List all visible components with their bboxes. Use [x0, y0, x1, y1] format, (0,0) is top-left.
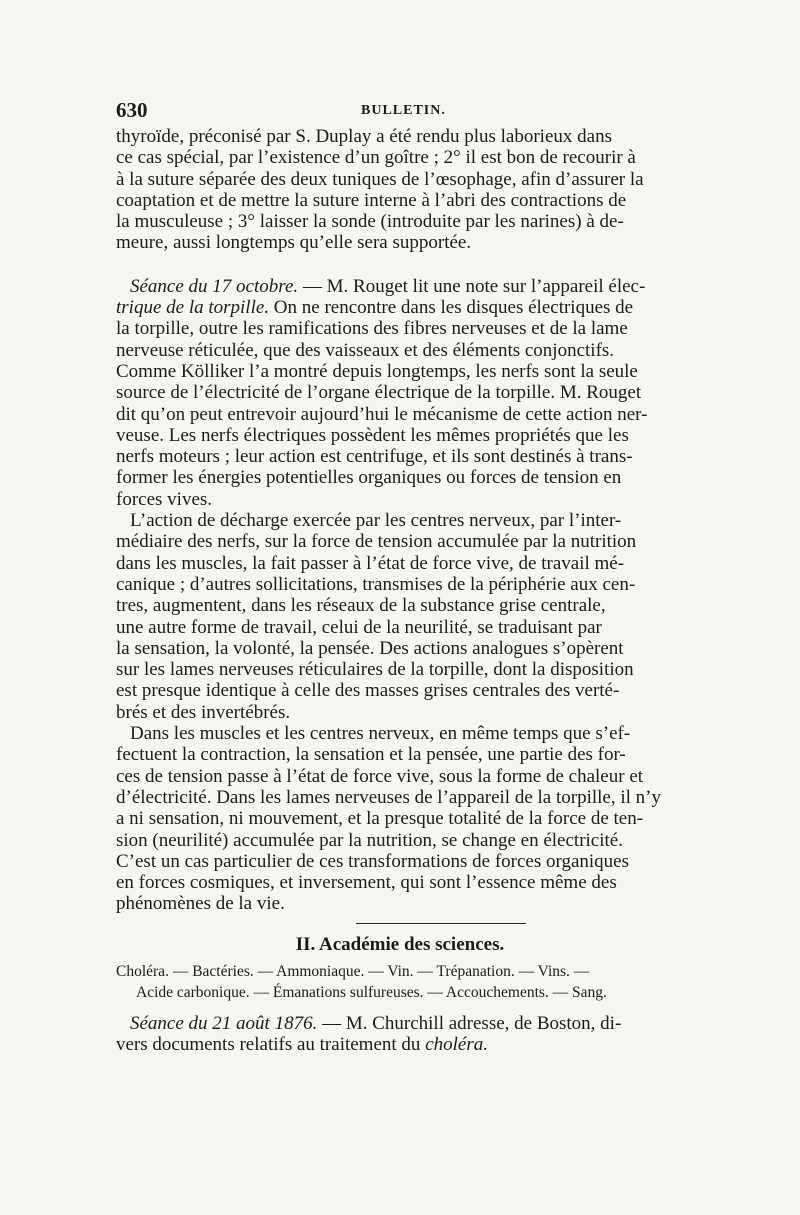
text-line: la musculeuse ; 3° laisser la sonde (introduite par les narines) à de- [116, 211, 624, 233]
text-line: fectuent la contraction, la sensation et la pensée, une partie des for- [116, 744, 626, 766]
text-line: tres, augmentent, dans les réseaux de la substance grise centrale, [116, 595, 606, 617]
paragraph-rouget [116, 276, 684, 510]
text-line [116, 1034, 684, 1055]
text-line: meure, aussi longtemps qu’elle sera supportée. [116, 232, 472, 254]
text-line: source de l’électricité de l’organe électrique de la torpille. M. Rouget [116, 382, 642, 404]
text-line: thyroïde, préconisé par S. Duplay a été rendu plus laborieux dans [116, 126, 612, 147]
disease-term: choléra. [425, 1034, 488, 1056]
text-line [116, 297, 684, 318]
text-line: C’est un cas particulier de ces transformations de forces organiques [116, 850, 629, 872]
text-line: sion (neurilité) accumulée par la nutrition, se change en électricité. [116, 829, 623, 851]
text-line: Dans les muscles et les centres nerveux, en même temps que s’ef- [130, 723, 631, 745]
paragraph-gap [116, 254, 684, 276]
text-line: est presque identique à celle des masses grises centrales des verté- [116, 680, 620, 702]
text-line: canique ; d’autres sollicitations, transmises de la périphérie aux cen- [116, 573, 636, 595]
text-line [116, 276, 684, 297]
paragraph-churchill [116, 1013, 684, 1056]
session-date: Séance du 17 octobre. [130, 275, 299, 297]
text-line: dans les muscles, la fait passer à l’état de force vive, de travail mé- [116, 552, 625, 574]
text-fragment: vers documents relatifs au traitement du [116, 1034, 426, 1056]
text-line: nerfs moteurs ; leur action est centrifuge, et ils sont destinés à trans- [116, 446, 633, 468]
keyword-line: Acide carbonique. — Émanations sulfureuses. — Accouchements. — Sang. [136, 983, 607, 1001]
text-line: sur les lames nerveuses réticulaires de la torpille, dont la disposition [116, 659, 634, 681]
text-line: Comme Kölliker l’a montré depuis longtemps, les nerfs sont la seule [116, 360, 638, 382]
text-line: la sensation, la volonté, la pensée. Des actions analogues s’opèrent [116, 637, 624, 659]
text-line: a ni sensation, ni mouvement, et la presque totalité de la force de ten- [116, 808, 644, 830]
paragraph-decharge [116, 510, 684, 723]
text-line: former les énergies potentielles organiques ou forces de tension en [116, 467, 622, 489]
text-line: phénomènes de la vie. [116, 893, 285, 915]
text-line: brés et des invertébrés. [116, 701, 291, 723]
running-title: BULLETIN. [361, 103, 446, 118]
text-line: L’action de décharge exercée par les centres nerveux, par l’inter- [130, 510, 622, 532]
text-line: médiaire des nerfs, sur la force de tension accumulée par la nutrition [116, 531, 637, 553]
session-date: Séance du 21 août 1876. [130, 1012, 318, 1034]
text-fragment: On ne rencontre dans les disques électriques de [269, 297, 634, 319]
text-line: forces vives. [116, 488, 213, 510]
text-line: veuse. Les nerfs électriques possèdent les mêmes propriétés que les [116, 424, 629, 446]
page-body [116, 126, 684, 1056]
text-line: à la suture séparée des deux tuniques de l’œsophage, afin d’assurer la [116, 168, 644, 190]
text-line: une autre forme de travail, celui de la neurilité, se traduisant par [116, 616, 602, 638]
text-line: en forces cosmiques, et inversement, qui sont l’essence même des [116, 872, 617, 894]
paragraph-duplay [116, 126, 684, 254]
note-title: trique de la torpille. [116, 297, 270, 319]
text-line: nerveuse réticulée, que des vaisseaux et des éléments conjonctifs. [116, 339, 615, 361]
text-fragment: — M. Churchill adresse, de Boston, di- [317, 1012, 622, 1034]
keyword-line: Choléra. — Bactéries. — Ammoniaque. — Vin. — Trépanation. — Vins. — [116, 962, 590, 980]
text-line: ces de tension passe à l’état de force vive, sous la forme de chaleur et [116, 765, 644, 787]
text-line: coaptation et de mettre la suture interne à l’abri des contractions de [116, 189, 627, 211]
page-number: 630 [116, 98, 148, 122]
text-line [116, 1013, 684, 1034]
paragraph-muscles [116, 723, 684, 915]
text-line: ce cas spécial, par l’existence d’un goître ; 2° il est bon de recourir à [116, 147, 636, 169]
text-line: dit qu’on peut entrevoir aujourd’hui le mécanisme de cette action ner- [116, 403, 648, 425]
page-header [116, 98, 684, 126]
text-fragment: — M. Rouget lit une note sur l’appareil élec- [298, 275, 646, 297]
text-line: d’électricité. Dans les lames nerveuses de l’appareil de la torpille, il n’y [116, 786, 661, 808]
section-heading: II. Académie des sciences. [295, 933, 505, 955]
keyword-summary [116, 961, 684, 1003]
section-divider [356, 923, 526, 924]
text-line: la torpille, outre les ramifications des fibres nerveuses et de la lame [116, 318, 628, 340]
